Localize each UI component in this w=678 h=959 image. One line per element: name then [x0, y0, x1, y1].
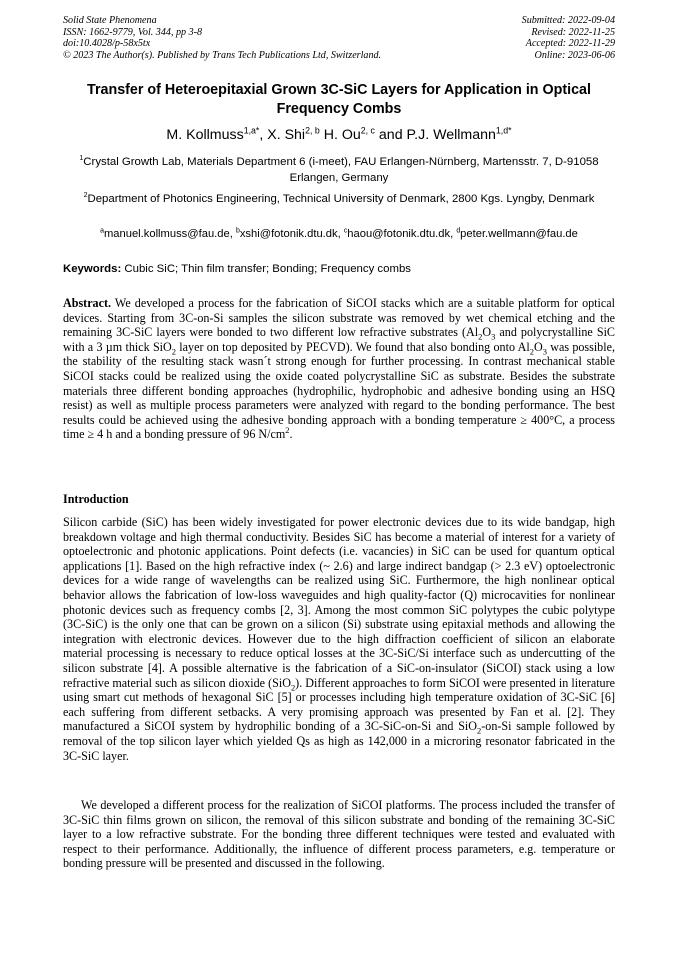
issn-line: ISSN: 1662-9779, Vol. 344, pp 3-8 — [63, 26, 203, 38]
email-link[interactable]: xshi@fotonik.dtu.dk, — [239, 228, 344, 240]
email-superscript: d — [456, 227, 461, 235]
accepted-date: Accepted: 2022-11-29 — [525, 38, 615, 50]
subscript: 2 — [529, 346, 534, 357]
abstract-text: layer on top deposited by PECVD). We found that also bonding onto Al — [176, 339, 530, 354]
subscript: 2 — [477, 725, 482, 736]
abstract-text: We developed a process for the fabrication of SiCOI stacks which are a suitable platform for optical devices. Starting from 3C-on-Si samples the silicon substrate was removed by wet chemical etching and the remaining 3C-SiC layers were bonded to two different low refractive substrates (Al — [63, 296, 615, 340]
subscript: 2 — [290, 681, 296, 692]
journal-name: Solid State Phenomena — [63, 15, 157, 26]
affiliation-1 — [63, 155, 615, 186]
affiliation-superscript: 2 — [83, 192, 88, 200]
abstract-paragraph — [63, 296, 615, 442]
copyright-line: © 2023 The Author(s). Published by Trans Tech Publications Ltd, Switzerland. — [63, 49, 382, 61]
submitted-date: Submitted: 2022-09-04 — [521, 15, 615, 26]
subscript: 2 — [478, 331, 483, 342]
body-text: -on-Si sample followed by removal of the top silicon layer which yielded Qs as high as 142,000 in a microring resonator fabricated in the 3C-SiC layer. — [63, 719, 615, 763]
affiliation-superscript: 1 — [79, 155, 84, 163]
revised-date: Revised: 2022-11-25 — [531, 26, 615, 38]
superscript: 2 — [285, 425, 290, 436]
author-superscript: 1,a* — [243, 125, 260, 136]
abstract-text: O — [533, 339, 543, 354]
email-superscript: a — [100, 227, 104, 235]
email-superscript: c — [343, 227, 348, 235]
author-name: , X. Shi — [259, 127, 306, 143]
journal-info — [63, 15, 381, 61]
keywords-line — [63, 262, 615, 277]
keywords-label: Keywords: — [63, 263, 122, 275]
subscript: 3 — [542, 346, 547, 357]
affiliation-text: Crystal Growth Lab, Materials Department 6 (i-meet), FAU Erlangen-Nürnberg, Martensstr. 7, D-91058 Erlangen, Germany — [83, 156, 599, 184]
section-heading-introduction: Introduction — [63, 492, 129, 506]
author-superscript: 2, b — [305, 125, 320, 136]
abstract-text: . — [289, 427, 293, 442]
publication-dates — [522, 15, 615, 61]
intro-paragraph-1 — [63, 515, 615, 763]
subscript: 3 — [491, 331, 496, 342]
email-link[interactable]: peter.wellmann@fau.de — [460, 228, 578, 240]
paper-title: Transfer of Heteroepitaxial Grown 3C-SiC Layers for Application in Optical Frequency Combs — [87, 82, 591, 117]
doi-line: doi:10.4028/p-58x5tx — [63, 38, 151, 50]
intro-paragraph-2: We developed a different process for the realization of SiCOI platforms. The process included the transfer of 3C-SiC thin films grown on silicon, the removal of this silicon substrate and bonding of the remaining 3C-SiC layer to a low refractive substrate. For the bonding three different techniques were tested and evaluated with respect to their performance. Additionally, the influence of different process parameters, e.g. temperature or bonding pressure will be presented and discussed in the following. — [63, 798, 615, 871]
author-name: and P.J. Wellmann — [374, 127, 496, 143]
online-date: Online: 2023-06-06 — [534, 49, 615, 61]
author-superscript: 1,d* — [495, 125, 512, 136]
affiliation-text: Department of Photonics Engineering, Technical University of Denmark, 2800 Kgs. Lyngby, Denmark — [87, 193, 595, 205]
body-text: ). Different approaches to form SiCOI were presented in literature using smart cut methods of hexagonal SiC [5] or processes including high temperature oxidation of 3C-SiC [6] each suffering from different setbacks. A very promising approach was presented by Fan et al. [2]. They manufactured a SiCOI system by hydrophilic bonding of a 3C-SiC-on-Si and SiO — [63, 675, 615, 734]
author-list — [63, 126, 615, 144]
email-link[interactable]: manuel.kollmuss@fau.de, — [103, 228, 236, 240]
email-list — [63, 227, 615, 242]
author-superscript: 2, c — [360, 125, 375, 136]
author-name: M. Kollmuss — [166, 127, 244, 143]
abstract-text: was possible, the stability of the resulting stack wasn´t strong enough for further processing. In contrast mechanical stable SiCOI stacks could be realized using the oxide coated polycrystalline SiC as substrate. Besides the substrate materials three different bonding approaches (hydrophilic, hydrophobic and adhesive bonding using an HSQ resist) as well as multiple process parameters were analyzed with regard to the bonding performance. The best results could be achieved using the adhesive bonding approach with a bonding temperature ≥ 400°C, a process time ≥ 4 h and a bonding pressure of 96 N/cm — [63, 339, 615, 442]
email-superscript: b — [235, 227, 240, 235]
author-name: H. Ou — [319, 127, 361, 143]
body-text: Silicon carbide (SiC) has been widely investigated for power electronic devices due to its wide bandgap, high breakdown voltage and high thermal conductivity. Besides SiC has become a material of interest for a variety of optoelectronic and photonic applications. Point defects (i.e. vacancies) in SiC can be used for quantum optical applications [1]. Based on the high refractive index (~ 2.6) and large indirect bandgap (> 2.3 eV) optoelectronic devices for a wide range of wavelengths can be realized using SiC. Furthermore, the high nonlinear optical behavior allows the fabrication of low-loss waveguides and high quality-factor (Q) microcavities for nonlinear photonic devices such as frequency combs [2, 3]. Among the most common SiC polytypes the cubic polytype (3C-SiC) is the only one that can be grown on a silicon (Si) substrate using epitaxial methods and allowing the integration with electronic devices. However due to the high diffraction coefficient of silicon an elaborate material processing is necessary to reduce optical losses at the 3C-SiC/Si interface such as undercutting of the silicon substrate [4]. A possible alternative is the fabrication of a SiC-on-insulator (SiCOI) stack using a low refractive material such as silicon dioxide (SiO — [63, 515, 615, 690]
abstract-text: O — [482, 325, 492, 340]
abstract-text: and polycrystalline SiC with a 3 µm thick SiO — [63, 325, 615, 354]
affiliation-2 — [63, 192, 615, 208]
keywords-text: Cubic SiC; Thin film transfer; Bonding; Frequency combs — [121, 263, 411, 275]
email-link[interactable]: haou@fotonik.dtu.dk, — [347, 228, 457, 240]
subscript: 2 — [171, 346, 177, 357]
abstract-label: Abstract. — [63, 296, 112, 310]
